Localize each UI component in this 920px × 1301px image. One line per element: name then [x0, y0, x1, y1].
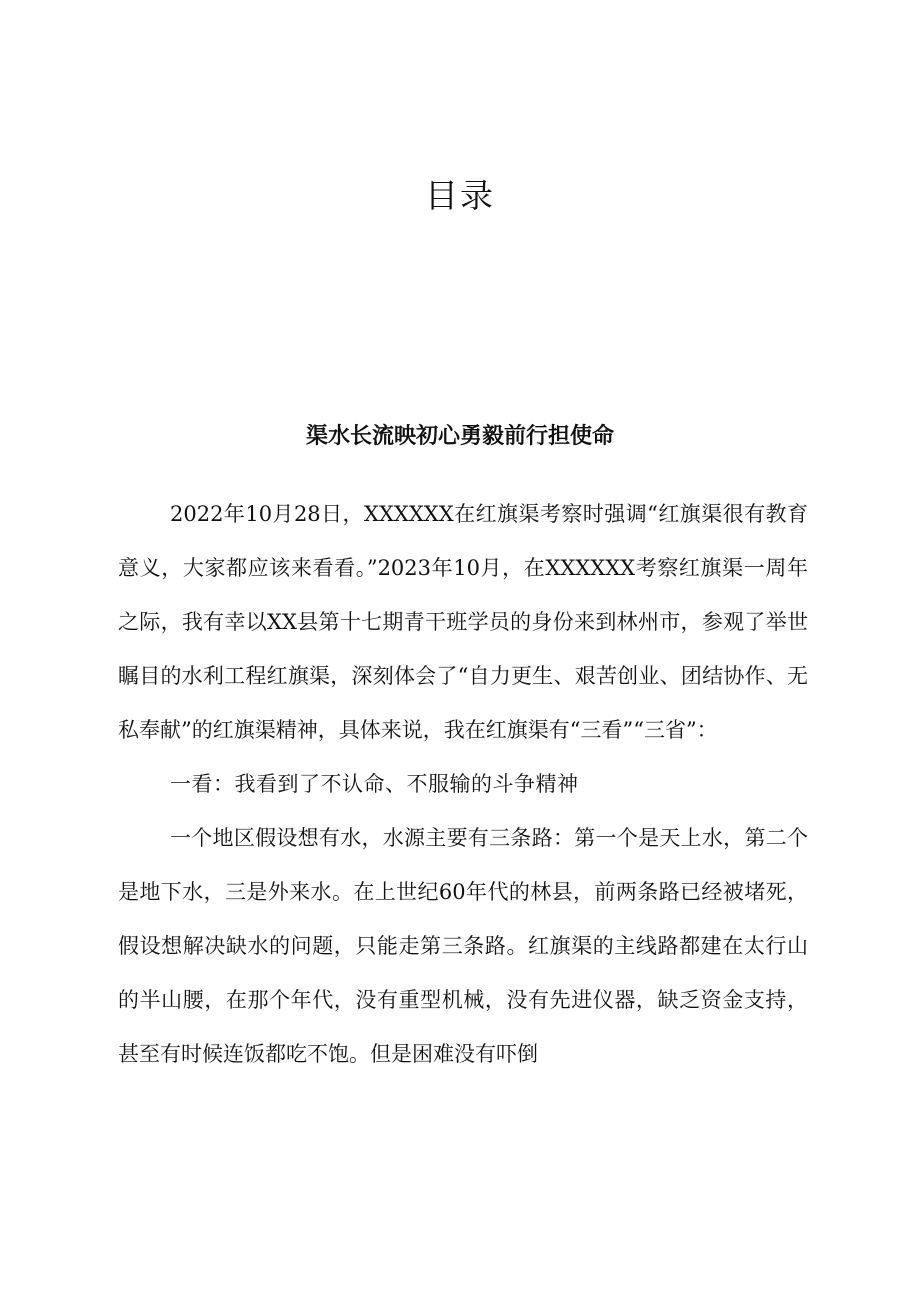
paragraph-water-sources: 一个地区假设想有水，水源主要有三条路：第一个是天上水，第二个是地下水，三是外来水。在上世纪60年代的林县，前两条路已经被堵死，假设想解决缺水的问题，只能走第三条路。红旗渠的主线路都建在太行山的半山腰，在那个年代，没有重型机械，没有先进仪器，缺乏资金支持，甚至有时候连饭都吃不饱。但是困难没有吓倒	[118, 826, 808, 1066]
section-heading-first-look: 一看：我看到了不认命、不服输的斗争精神	[170, 772, 579, 796]
article-body	[118, 487, 808, 1081]
toc-title: 目录	[425, 176, 495, 215]
paragraph-intro: 2022年10月28日，XXXXXX在红旗渠考察时强调“红旗渠很有教育意义，大家都应该来看看。”2023年10月，在XXXXXX考察红旗渠一周年之际，我有幸以XX县第十七期青干班学员的身份来到林州市，参观了举世瞩目的水利工程红旗渠，深刻体会了“自力更生、艰苦创业、团结协作、无私奉献”的红旗渠精神，具体来说，我在红旗渠有“三看”“三省”：	[118, 502, 808, 742]
article-title: 渠水长流映初心勇毅前行担使命	[305, 424, 614, 449]
